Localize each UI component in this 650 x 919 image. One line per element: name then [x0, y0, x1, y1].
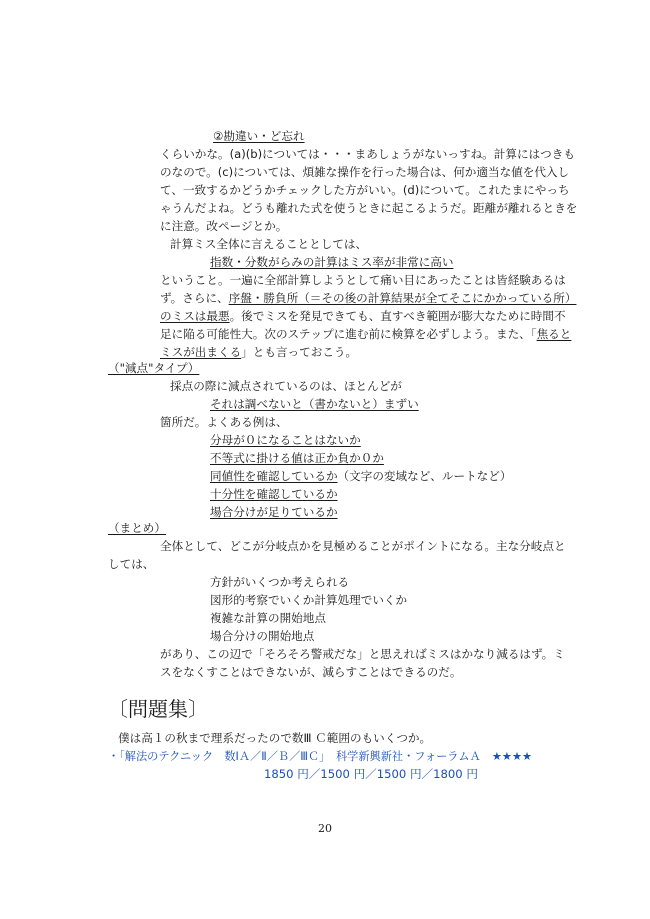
- paragraph-line: があり、この辺で「そろそろ警戒だな」と思えればミスはかなり減るはず。ミ: [160, 647, 565, 661]
- text-run: 。後でミスを発見できても、直すべき範囲が膨大なために時間不: [229, 309, 566, 323]
- paragraph-line: 採点の際に減点されているのは、ほとんどが: [170, 379, 402, 393]
- paragraph-line: [160, 290, 576, 307]
- paragraph-line: ゃうんだよね。どうも離れた式を使うときに起こるようだ。距離が離れるときを: [160, 201, 578, 215]
- book-entry: ・「解法のテクニック 数ⅠＡ／Ⅱ／Ｂ／ⅢＣ」 科学新興新社・フォーラムＡ ★★★★: [108, 750, 533, 763]
- paragraph-line: て、一致するかどうかチェックした方がいい。(d)について。これたまにやっち: [160, 183, 570, 197]
- list-item: 不等式に掛ける値は正か負か０か: [210, 451, 384, 465]
- list-item: [210, 468, 511, 485]
- emphasis-run: 焦ると: [536, 327, 572, 341]
- item-heading-misunderstanding: ②勘違い・ど忘れ: [213, 129, 305, 143]
- emphasis-line: それは調べないと（書かないと）まずい: [210, 397, 419, 411]
- text-run: （文字の変域など、ルートなど）: [337, 469, 512, 483]
- paragraph-line: [160, 326, 571, 343]
- paragraph-line: スをなくすことはできないが、減らすことはできるのだ。: [160, 665, 462, 679]
- list-item: 場合分けの開始地点: [210, 629, 315, 643]
- paragraph-line: しては、: [108, 557, 155, 571]
- page-number: 20: [318, 822, 332, 835]
- text-run: 」とも言っておこう。: [241, 345, 358, 359]
- list-item: 十分性を確認しているか: [210, 487, 338, 501]
- section-heading-problem-sets: 〔問題集〕: [108, 697, 208, 721]
- paragraph-line: 箇所だ。よくある例は、: [160, 415, 288, 429]
- book-prices: 1850 円／1500 円／1500 円／1800 円: [264, 767, 478, 781]
- emphasis-run: のミスは最悪: [160, 309, 230, 323]
- problems-intro: 僕は高１の秋まで理系だったので数Ⅲ Ｃ範囲のもいくつか。: [118, 731, 432, 745]
- paragraph-line: のなので。(c)については、煩雑な操作を行った場合は、何か適当な値を代入し: [160, 165, 570, 179]
- paragraph-line: 計算ミス全体に言えることとしては、: [170, 237, 368, 251]
- subsection-heading-deduction-type: （"減点"タイプ）: [108, 361, 200, 375]
- list-item: 分母が０になることはないか: [210, 433, 361, 447]
- paragraph-line: ということ。一遍に全部計算しようとして痛い目にあったことは皆経験あるは: [160, 273, 566, 287]
- list-item: 図形的考察でいくか計算処理でいくか: [210, 593, 408, 607]
- list-item: 方針がいくつか考えられる: [210, 575, 350, 589]
- paragraph-line: に注意。改ページとか。: [160, 219, 288, 233]
- paragraph-line: くらいかな。(a)(b)については・・・まあしょうがないっすね。計算にはつきも: [160, 147, 575, 161]
- text-run: 足に陥る可能性大。次のステップに進む前に検算を必ずしよう。また、「: [160, 327, 537, 341]
- list-item: 場合分けが足りているか: [210, 505, 338, 519]
- subsection-heading-summary: （まとめ）: [108, 521, 166, 535]
- emphasis-run: ミスが出まくる: [160, 345, 242, 359]
- emphasis-line: 指数・分数がらみの計算はミス率が非常に高い: [210, 255, 454, 269]
- paragraph-line: [160, 308, 566, 325]
- list-item: 複雑な計算の開始地点: [210, 611, 326, 625]
- paragraph-line: [160, 344, 357, 361]
- emphasis-run: 序盤・勝負所（＝その後の計算結果が全てそこにかかっている所）: [228, 291, 577, 305]
- paragraph-line: 全体として、どこが分岐点かを見極めることがポイントになる。主な分岐点と: [160, 539, 566, 553]
- text-run: ず。さらに、: [160, 291, 229, 305]
- emphasis-run: 同値性を確認しているか: [210, 469, 338, 483]
